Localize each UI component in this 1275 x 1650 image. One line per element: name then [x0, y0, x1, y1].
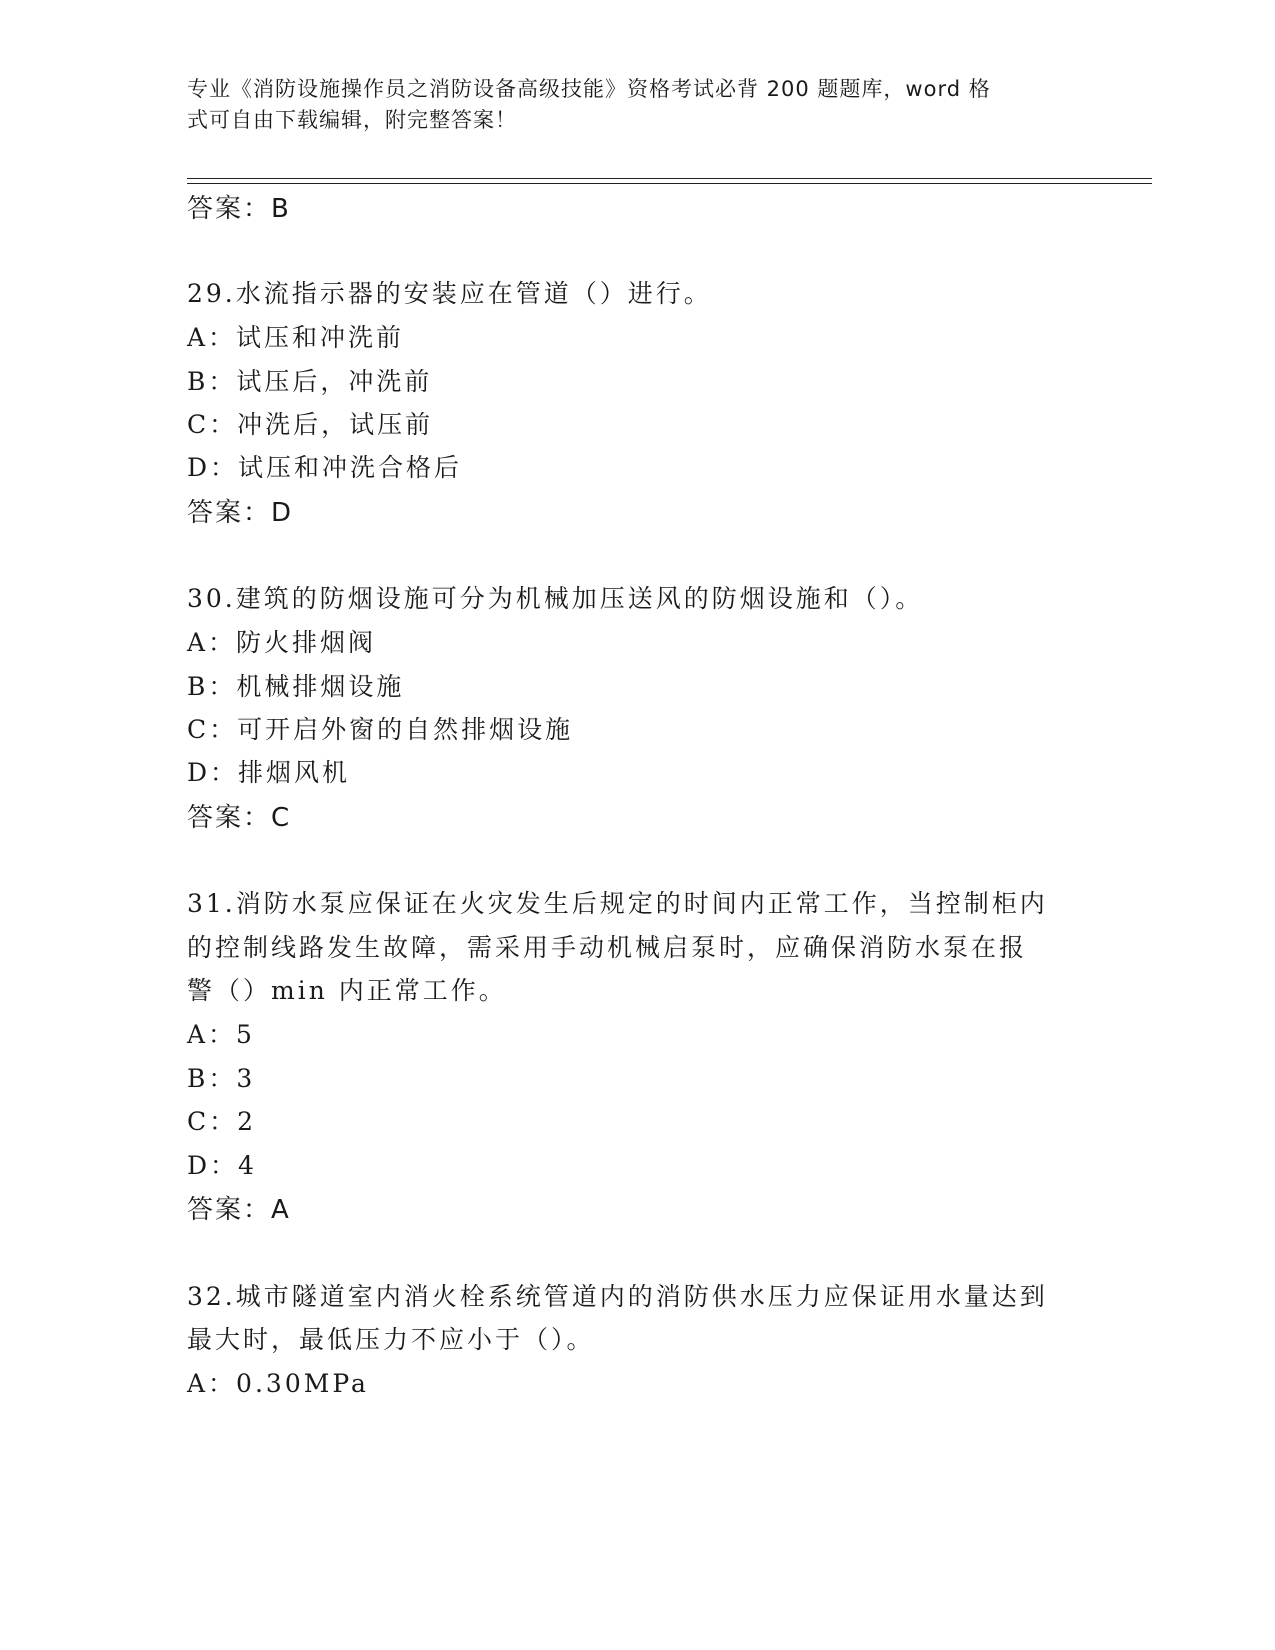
header-line-2: 式可自由下载编辑，附完整答案！ — [187, 108, 517, 132]
option-a: A：防火排烟阀 — [187, 628, 377, 657]
question-stem: 警（）min 内正常工作。 — [187, 976, 507, 1005]
option-c: C：可开启外窗的自然排烟设施 — [187, 715, 574, 744]
option-a: A：5 — [187, 1020, 255, 1049]
document-header — [187, 74, 1067, 136]
question-stem: 的控制线路发生故障，需采用手动机械启泵时，应确保消防水泵在报 — [187, 933, 1028, 962]
header-line-1: 专业《消防设施操作员之消防设备高级技能》资格考试必背 200 题题库，word 格 — [187, 77, 991, 101]
question-stem: 29.水流指示器的安装应在管道（）进行。 — [187, 279, 712, 308]
question-stem: 30.建筑的防烟设施可分为机械加压送风的防烟设施和（）。 — [187, 584, 924, 613]
option-a: A：试压和冲洗前 — [187, 323, 405, 352]
header-rule-bottom — [187, 183, 1152, 184]
question-stem: 32.城市隧道室内消火栓系统管道内的消防供水压力应保证用水量达到 — [187, 1282, 1048, 1311]
option-b: B：试压后，冲洗前 — [187, 367, 433, 396]
answer-line: 答案：C — [187, 803, 292, 833]
option-c: C：冲洗后，试压前 — [187, 410, 434, 439]
option-c: C：2 — [187, 1107, 257, 1136]
option-b: B：3 — [187, 1064, 256, 1093]
question-stem: 最大时，最低压力不应小于（）。 — [187, 1325, 595, 1354]
answer-line: 答案：B — [187, 194, 291, 224]
option-b: B：机械排烟设施 — [187, 672, 405, 701]
question-stem: 31.消防水泵应保证在火灾发生后规定的时间内正常工作，当控制柜内 — [187, 889, 1048, 918]
option-d: D：4 — [187, 1151, 257, 1180]
option-d: D：排烟风机 — [187, 758, 351, 787]
header-rule-top — [187, 178, 1152, 179]
answer-line: 答案：D — [187, 498, 294, 528]
answer-line: 答案：A — [187, 1195, 291, 1225]
option-a: A：0.30MPa — [187, 1369, 369, 1398]
option-d: D：试压和冲洗合格后 — [187, 453, 463, 482]
